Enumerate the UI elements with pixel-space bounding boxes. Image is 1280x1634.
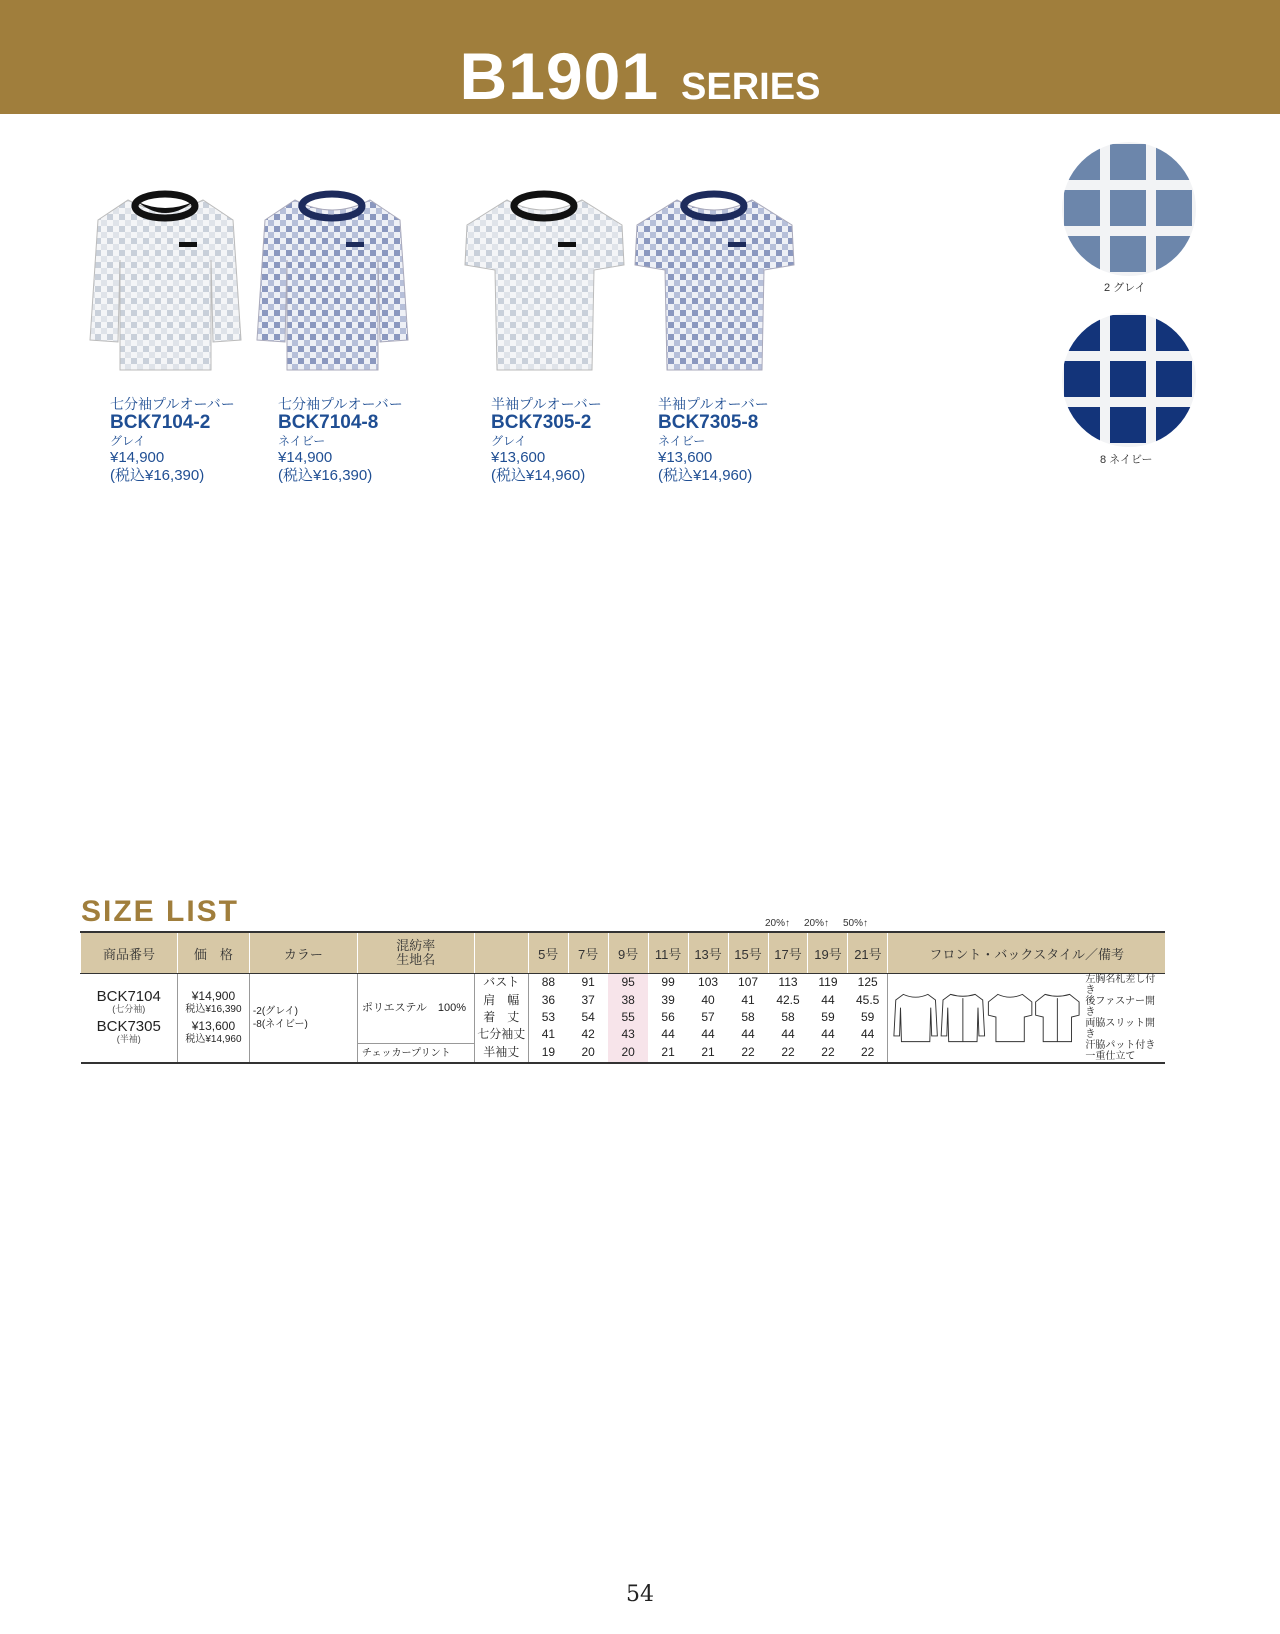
notes: [1081, 974, 1161, 1062]
note-item: 一重仕立て: [1085, 1051, 1136, 1062]
product-name: 七分袖プルオーバー: [278, 396, 403, 412]
cell: 103: [698, 975, 719, 990]
cell: 44: [661, 1027, 675, 1042]
fabric-cell: チェッカープリント: [357, 1044, 474, 1063]
cell: 59: [861, 1010, 875, 1025]
product-code: BCK7305-8: [658, 412, 759, 433]
product-price: ¥14,900: [110, 449, 165, 466]
cell: 44: [701, 1027, 715, 1042]
pullover-gray-short-image: [462, 190, 627, 380]
product-name: 半袖プルオーバー: [658, 396, 769, 412]
product-code: BCK7104-2: [110, 412, 211, 433]
cell: 38: [608, 992, 648, 1009]
header-size: 17号: [768, 932, 808, 974]
color-option: -8(ネイビー): [252, 1019, 308, 1030]
cell: 59: [821, 1010, 835, 1025]
series-label: SERIES: [681, 66, 821, 108]
row-label: バスト: [474, 974, 528, 992]
product-code: BCK7305-2: [491, 412, 592, 433]
note-item: 左胸名札差し付き: [1085, 974, 1156, 996]
cell: 41: [541, 1027, 556, 1042]
swatch-gray: [1062, 142, 1196, 276]
header-price: 価 格: [177, 932, 249, 974]
material-cell: ポリエステル 100%: [357, 974, 474, 1044]
pullover-gray-3quarter-image: [83, 190, 248, 380]
header-size: 7号: [568, 932, 608, 974]
page-number: 54: [626, 1582, 654, 1607]
product-image-bck7104-2: [83, 190, 253, 384]
item-price: ¥14,900: [191, 989, 236, 1003]
product-info-1: [110, 396, 300, 485]
pct-note-21: 50%↑: [843, 918, 869, 929]
style-cell: [888, 974, 1165, 1064]
cell: 88: [541, 975, 556, 990]
cell: 44: [741, 1027, 755, 1042]
item-sub: (半袖): [116, 1034, 141, 1044]
product-price: ¥13,600: [491, 449, 546, 466]
cell: 22: [728, 1044, 768, 1063]
product-color: ネイビー: [278, 434, 326, 448]
cell: 37: [581, 992, 595, 1007]
product-image-bck7305-2: [462, 190, 632, 384]
cell: 19: [528, 1044, 568, 1063]
note-item: 後ファスナー開き: [1085, 996, 1156, 1018]
product-name: 七分袖プルオーバー: [110, 396, 235, 412]
swatch-navy-label: 8 ネイビー: [1100, 454, 1153, 466]
cell: 91: [581, 975, 595, 990]
cell: 42: [581, 1027, 595, 1042]
pullover-navy-short-image: [632, 190, 797, 380]
size-table: [80, 931, 1165, 1064]
series-header: [0, 0, 1280, 114]
header-material: 混紡率 生地名: [357, 932, 474, 974]
pct-note-19: 20%↑: [804, 918, 830, 929]
cell: 21: [688, 1044, 728, 1063]
header-blank: [474, 932, 528, 974]
cell: 42.5: [776, 992, 800, 1007]
product-info-3: [491, 396, 681, 485]
cell: 119: [818, 975, 838, 990]
swatch-navy: [1062, 313, 1196, 447]
table-row: [81, 974, 1166, 992]
code-cell: [81, 974, 178, 1064]
series-code: B1901: [459, 39, 660, 113]
product-tax-price: (税込¥16,390): [278, 467, 373, 484]
item-tax: 税込¥16,390: [185, 1004, 242, 1015]
row-label: 肩 幅: [474, 992, 528, 1009]
cell: 113: [778, 975, 798, 990]
cell: 22: [808, 1044, 848, 1063]
cell: 56: [661, 1010, 675, 1025]
cell: 40: [701, 992, 715, 1007]
cell: 53: [541, 1010, 556, 1025]
cell: 58: [781, 1010, 795, 1025]
product-code: BCK7104-8: [278, 412, 379, 433]
cell: 45.5: [856, 992, 880, 1007]
header-size: 9号: [608, 932, 648, 974]
header-size: 21号: [848, 932, 888, 974]
cell: 95: [608, 974, 648, 992]
item-sub: (七分袖): [112, 1004, 146, 1014]
product-price: ¥13,600: [658, 449, 713, 466]
cell: 44: [781, 1027, 795, 1042]
header-code: 商品番号: [81, 932, 178, 974]
note-item: 両脇スリット開き: [1085, 1018, 1156, 1040]
header-size: 13号: [688, 932, 728, 974]
header-size: 11号: [648, 932, 688, 974]
cell: 39: [661, 992, 675, 1007]
header-size: 5号: [528, 932, 568, 974]
cell: 44: [821, 1027, 835, 1042]
cell: 125: [857, 975, 878, 990]
cell: 54: [581, 1010, 595, 1025]
item-price: ¥13,600: [191, 1019, 236, 1033]
item-code: BCK7104: [96, 988, 161, 1005]
swatch-gray-pattern: [1062, 142, 1196, 276]
swatch-navy-pattern: [1062, 313, 1196, 447]
row-label: 七分袖丈: [474, 1026, 528, 1043]
garment-line-drawings: [892, 989, 1081, 1047]
cell: 22: [848, 1044, 888, 1063]
cell: 58: [741, 1010, 755, 1025]
cell: 20: [568, 1044, 608, 1063]
pullover-navy-3quarter-image: [250, 190, 415, 380]
product-info-2: [278, 396, 468, 485]
cell: 22: [768, 1044, 808, 1063]
cell: 44: [821, 992, 835, 1007]
swatch-gray-label: 2 グレイ: [1104, 282, 1146, 294]
header-size: 19号: [808, 932, 848, 974]
row-label: 半袖丈: [474, 1044, 528, 1063]
cell: 36: [541, 992, 556, 1007]
cell: 41: [741, 992, 755, 1007]
product-color: グレイ: [110, 434, 146, 448]
header-style: フロント・バックスタイル／備考: [888, 932, 1165, 974]
row-label: 着 丈: [474, 1009, 528, 1026]
product-image-bck7305-8: [632, 190, 802, 384]
cell: 99: [661, 975, 675, 990]
product-info-4: [658, 396, 848, 485]
item-code: BCK7305: [96, 1018, 161, 1035]
product-color: グレイ: [491, 434, 527, 448]
cell: 57: [701, 1010, 715, 1025]
cell: 44: [861, 1027, 875, 1042]
color-cell: [249, 974, 357, 1064]
size-table-header: [81, 932, 1166, 974]
product-tax-price: (税込¥14,960): [658, 467, 753, 484]
header-color: カラー: [249, 932, 357, 974]
product-tax-price: (税込¥16,390): [110, 467, 205, 484]
product-name: 半袖プルオーバー: [491, 396, 602, 412]
cell: 107: [738, 975, 759, 990]
product-image-bck7104-8: [250, 190, 420, 384]
product-price: ¥14,900: [278, 449, 333, 466]
cell: 21: [648, 1044, 688, 1063]
note-item: 汗脇パット付き: [1085, 1040, 1156, 1051]
item-tax: 税込¥14,960: [185, 1034, 242, 1045]
pct-note-17: 20%↑: [765, 918, 791, 929]
product-color: ネイビー: [658, 434, 706, 448]
product-tax-price: (税込¥14,960): [491, 467, 586, 484]
price-cell: [177, 974, 249, 1064]
size-list-title: SIZE LIST: [81, 895, 240, 928]
series-title: [0, 38, 1280, 114]
color-option: -2(グレイ): [252, 1006, 298, 1017]
cell: 55: [608, 1009, 648, 1026]
header-size: 15号: [728, 932, 768, 974]
cell: 20: [608, 1044, 648, 1063]
cell: 43: [608, 1026, 648, 1043]
